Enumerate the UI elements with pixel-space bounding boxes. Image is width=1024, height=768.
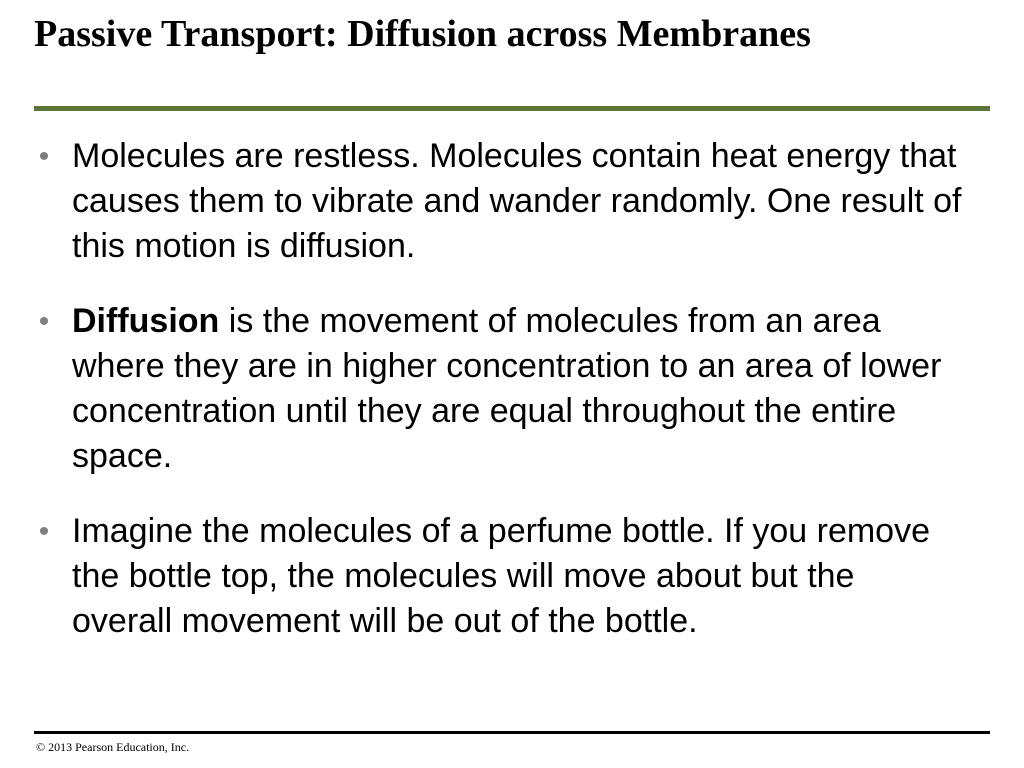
slide-title: Passive Transport: Diffusion across Membranes bbox=[34, 13, 811, 55]
copyright-notice: © 2013 Pearson Education, Inc. bbox=[36, 740, 190, 754]
bullet-text bbox=[72, 512, 930, 640]
bullet-list bbox=[34, 134, 964, 674]
bullet-text bbox=[72, 137, 962, 265]
bullet-text-body: Imagine the molecules of a perfume bottle. If you remove the bottle top, the molecules will move about but the overall movement will be out of the bottle. bbox=[72, 512, 931, 640]
bullet-text bbox=[72, 302, 941, 475]
bullet-text-body: Molecules are restless. Molecules contain heat energy that causes them to vibrate and wander randomly. One result of this motion is diffusion. bbox=[72, 137, 962, 265]
bullet-term-bold: Diffusion bbox=[72, 302, 220, 340]
bullet-icon: • bbox=[38, 515, 50, 548]
bullet-icon: • bbox=[38, 305, 50, 338]
title-divider bbox=[34, 106, 990, 111]
bullet-item-1 bbox=[34, 134, 964, 269]
bullet-item-3 bbox=[34, 509, 964, 644]
footer-divider bbox=[34, 731, 990, 734]
bullet-item-2 bbox=[34, 299, 964, 479]
bullet-icon: • bbox=[38, 140, 50, 173]
bullet-text-body: is the movement of molecules from an area where they are in higher concentration to an area of lower concentration until they are equal throughout the entire space. bbox=[72, 302, 942, 475]
